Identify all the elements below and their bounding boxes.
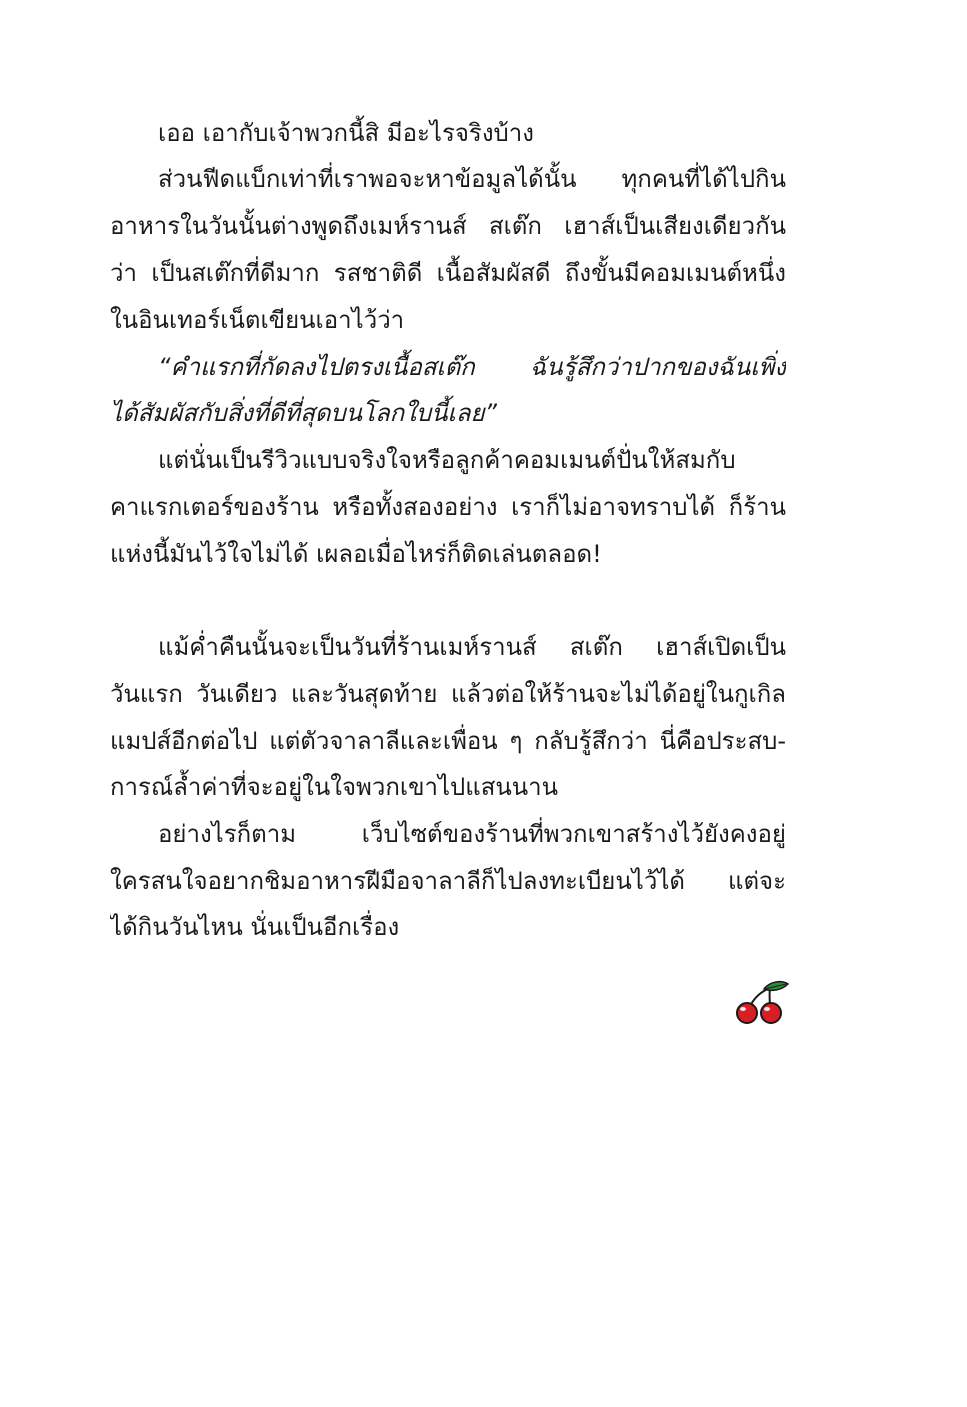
paragraph-line: ในอินเทอร์เน็ตเขียนเอาไว้ว่า	[110, 306, 405, 334]
paragraph-line: อาหารในวันนั้นต่างพูดถึงเมห์รานส์ สเต๊ก เฮาส์เป็นเสียงเดียวกัน	[110, 212, 786, 240]
paragraph-line: แห่งนี้มันไว้ใจไม่ได้ เผลอเมื่อไหร่ก็ติดเล่นตลอด!	[110, 540, 602, 568]
paragraph-line: การณ์ล้ำค่าที่จะอยู่ในใจพวกเขาไปแสนนาน	[110, 773, 559, 801]
paragraph-line: ใครสนใจอยากชิมอาหารฝีมือจาลาลีก็ไปลงทะเบียนไว้ได้ แต่จะ	[110, 867, 786, 895]
paragraph-line: แต่นั่นเป็นรีวิวแบบจริงใจหรือลูกค้าคอมเมนต์ปั่นให้สมกับ	[158, 446, 736, 474]
paragraph-line: ส่วนฟีดแบ็กเท่าที่เราพอจะหาข้อมูลได้นั้น ทุกคนที่ได้ไปกิน	[158, 165, 786, 193]
cherry-icon	[734, 980, 790, 1026]
paragraph-line: เออ เอากับเจ้าพวกนี้สิ มีอะไรจริงบ้าง	[158, 119, 534, 147]
paragraph-line: ว่า เป็นสเต๊กที่ดีมาก รสชาติดี เนื้อสัมผัสดี ถึงขั้นมีคอมเมนต์หนึ่ง	[110, 259, 786, 287]
paragraph-line: อย่างไรก็ตาม เว็บไซต์ของร้านที่พวกเขาสร้างไว้ยังคงอยู่	[158, 820, 786, 848]
quote-line: ได้สัมผัสกับสิ่งที่ดีที่สุดบนโลกใบนี้เลย”	[110, 399, 497, 427]
paragraph-line: แมปส์อีกต่อไป แต่ตัวจาลาลีและเพื่อน ๆ กลับรู้สึกว่า นี่คือประสบ-	[110, 727, 786, 755]
quote-line: “คำแรกที่กัดลงไปตรงเนื้อสเต๊ก ฉันรู้สึกว่าปากของฉันเพิ่ง	[158, 353, 786, 381]
paragraph-line: แม้ค่ำคืนนั้นจะเป็นวันที่ร้านเมห์รานส์ สเต๊ก เฮาส์เปิดเป็น	[158, 633, 786, 661]
paragraph-line: วันแรก วันเดียว และวันสุดท้าย แล้วต่อให้ร้านจะไม่ได้อยู่ในกูเกิล	[110, 680, 786, 708]
paragraph-line: ได้กินวันไหน นั่นเป็นอีกเรื่อง	[110, 913, 400, 941]
paragraph-line: คาแรกเตอร์ของร้าน หรือทั้งสองอย่าง เราก็ไม่อาจทราบได้ ก็ร้าน	[110, 493, 786, 521]
